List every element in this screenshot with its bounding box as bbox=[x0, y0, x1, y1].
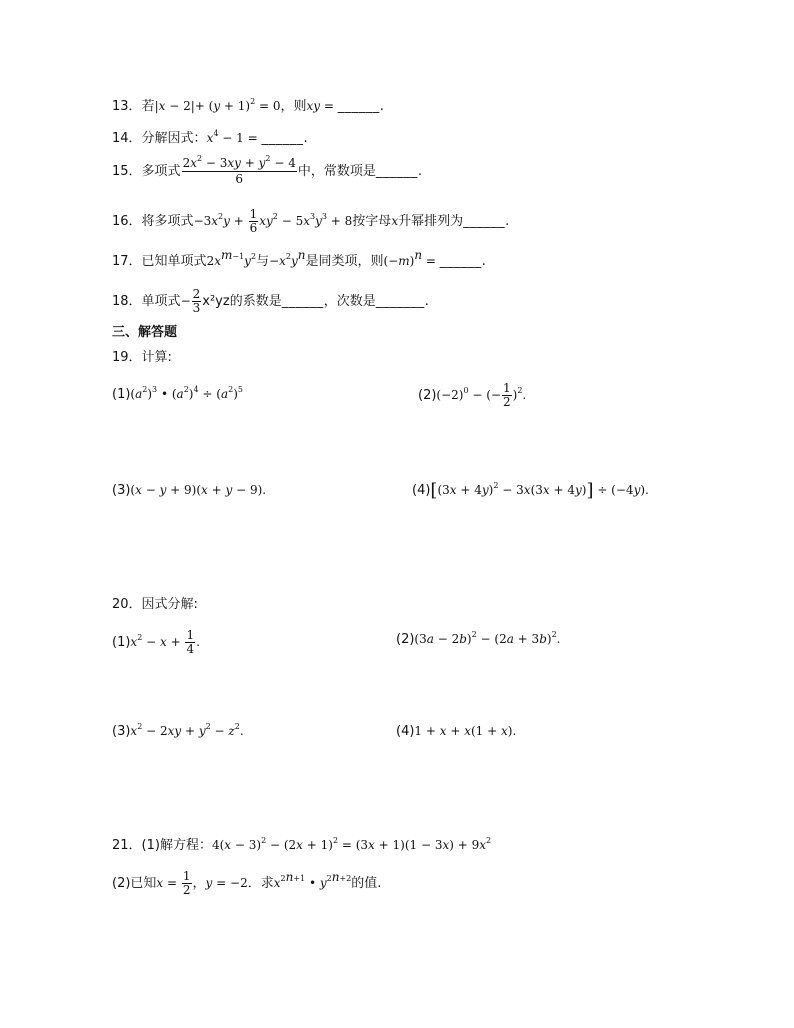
q19-part-1: $(1)(a^2)^3$ • $(a^2)^4 \div (a^2)^5$ bbox=[112, 385, 243, 402]
question-number: 17． bbox=[112, 254, 142, 269]
math-expression: $-3x^2y$ + $\frac{1}{6}$ $xy^2 - 5x^3y^3 + 8$ bbox=[193, 207, 353, 235]
q20-part-4: (4)1 + x + x(1 + x). bbox=[396, 724, 517, 739]
question-13: 13．若$|x - 2|+ (y + 1)^2 = 0$，则xy = ______. bbox=[112, 97, 385, 114]
question-number: 19． bbox=[112, 350, 142, 365]
question-number: 20． bbox=[112, 597, 142, 612]
answer-blank: ______. bbox=[337, 99, 385, 114]
math-expression: $|x - 2|+ (y + 1)^2 = 0$ bbox=[154, 97, 281, 113]
answer-blank: ______. bbox=[375, 164, 423, 179]
question-21-part-2: (2)已知x = $\frac{1}{2}$ ，y = −2．求$x^{2n+1}$ • $y^{2n+2}$的值. bbox=[112, 869, 382, 897]
q19-part-3: (3)(x − y + 9)(x + y − 9). bbox=[112, 483, 267, 498]
question-number: 21． bbox=[112, 838, 142, 853]
math-expression: $2x^{m-1}y^2$ bbox=[206, 248, 257, 268]
answer-blank: _______. bbox=[375, 294, 430, 309]
q19-part-4: $(4)[(3x + 4y)^2 - 3x(3x + 4y)] \div (-4y)$. bbox=[412, 480, 649, 501]
question-number: 18． bbox=[112, 294, 142, 309]
question-number: 13． bbox=[112, 99, 142, 114]
answer-blank: ______. bbox=[463, 214, 510, 229]
q20-part-1: $(1)x^2 - x$ + $\frac{1}{4}$ . bbox=[112, 628, 200, 656]
question-15: 15．多项式 $\frac{2x^2 - 3xy + y^2 - 4}{6}$ 中，常数项是______. bbox=[112, 154, 423, 186]
math-expression: $(-m)^n$ = bbox=[383, 248, 440, 268]
question-20-title: 20．因式分解: bbox=[112, 597, 198, 612]
question-number: 16． bbox=[112, 214, 142, 229]
answer-blank: ______. bbox=[439, 254, 487, 269]
answer-blank: ______. bbox=[261, 131, 309, 146]
question-19-title: 19．计算: bbox=[112, 350, 172, 365]
section-heading: 三、解答题 bbox=[112, 325, 178, 340]
q19-part-2: $(2)(-2)^0$ − (− $\frac{1}{2}$ )$^2$. bbox=[418, 381, 527, 409]
question-16: 16．将多项式$-3x^2y$ + $\frac{1}{6}$ $xy^2 - 5x^3y^3 + 8$按字母x升幂排列为______. bbox=[112, 207, 510, 235]
question-14: 14．分解因式：$x^4 - 1$ = ______. bbox=[112, 129, 309, 146]
answer-blank: ______ bbox=[281, 294, 324, 309]
question-17: 17．已知单项式$2x^{m-1}y^2$与$-x^2y^n$是同类项，则$(-m)^n$ = ______. bbox=[112, 248, 487, 269]
question-number: 15． bbox=[112, 164, 142, 179]
fraction: $\frac{2x^2 - 3xy + y^2 - 4}{6}$ bbox=[182, 154, 296, 186]
math-expression: $x^4 - 1$ = bbox=[206, 129, 262, 145]
question-21-part-1: 21．(1)解方程：$4(x - 3)^2 - (2x + 1)^2 = (3x + 1)(1 - 3x) + 9x^2$ bbox=[112, 836, 492, 853]
math-expression: $-x^2y^n$ bbox=[269, 248, 306, 268]
q20-part-3: $(3)x^2 - 2xy + y^2 - z^2$. bbox=[112, 722, 244, 739]
q20-part-2: $(2)(3a - 2b)^2 - (2a + 3b)^2$. bbox=[396, 630, 561, 647]
question-18: 18．单项式− $\frac{2}{3}$ x²yz的系数是______，次数是_______. bbox=[112, 287, 430, 315]
question-number: 14． bbox=[112, 131, 142, 146]
